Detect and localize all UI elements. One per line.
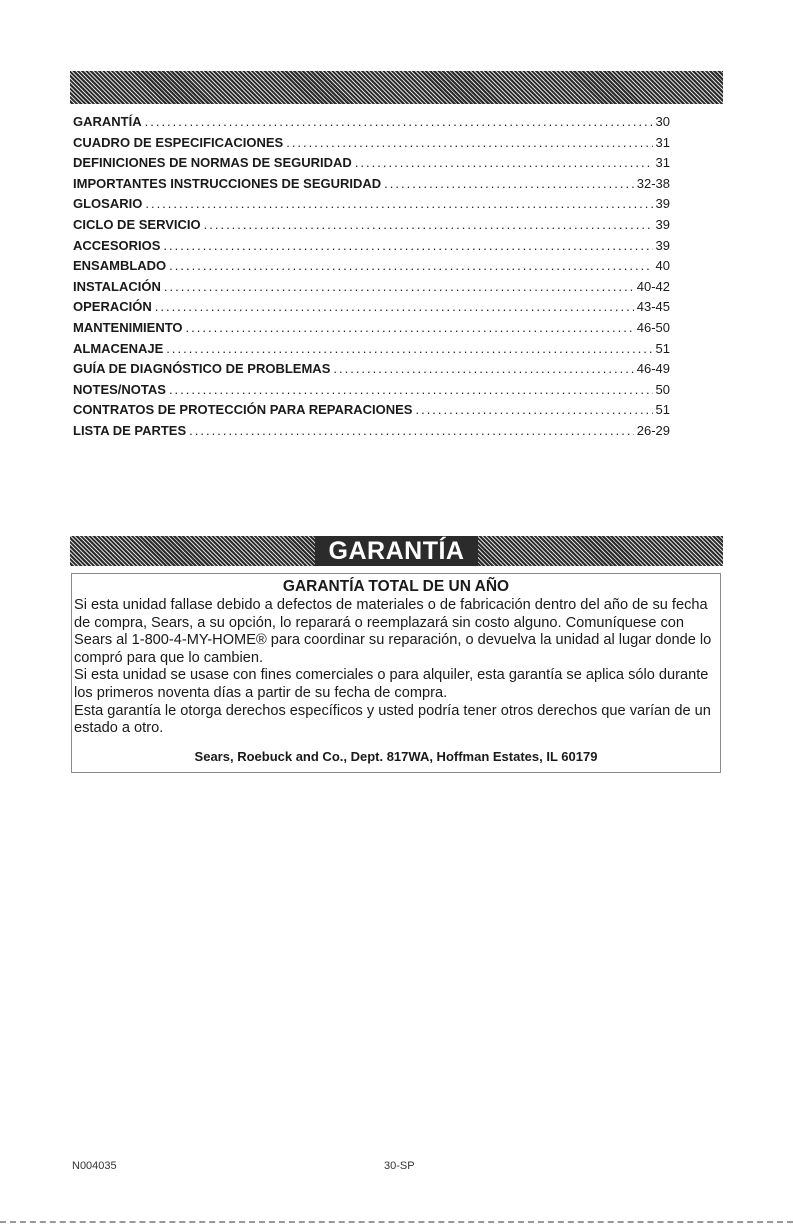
toc-entry-label: CONTRATOS DE PROTECCIÓN PARA REPARACIONES bbox=[73, 402, 413, 418]
toc-entry-page: 39 bbox=[655, 237, 670, 253]
toc-entry-label: ENSAMBLADO bbox=[73, 258, 167, 274]
toc-leader-dots bbox=[286, 133, 652, 154]
toc-entry[interactable] bbox=[73, 380, 670, 401]
toc-leader-dots bbox=[163, 236, 652, 257]
warranty-heading: GARANTÍA TOTAL DE UN AÑO bbox=[282, 578, 510, 595]
toc-entry-page: 39 bbox=[655, 216, 670, 232]
toc-entry-label: GLOSARIO bbox=[73, 196, 143, 212]
toc-leader-dots bbox=[384, 174, 634, 195]
toc-entry-page: 51 bbox=[655, 340, 670, 356]
toc-entry-label: GUÍA DE DIAGNÓSTICO DE PROBLEMAS bbox=[73, 361, 331, 377]
toc-leader-dots bbox=[204, 215, 653, 236]
toc-leader-dots bbox=[166, 339, 652, 360]
warranty-paragraph: Esta garantía le otorga derechos específicos y usted podría tener otros derechos que varían de un estado a otro. bbox=[74, 702, 711, 737]
toc-leader-dots bbox=[164, 277, 634, 298]
toc-entry[interactable] bbox=[73, 318, 670, 339]
toc-entry-label: ACCESORIOS bbox=[73, 237, 161, 253]
toc-entry[interactable] bbox=[73, 133, 670, 154]
toc-entry-page: 51 bbox=[655, 402, 670, 418]
toc-entry-page: 50 bbox=[655, 381, 670, 397]
toc-leader-dots bbox=[415, 400, 652, 421]
toc-leader-dots bbox=[355, 153, 653, 174]
toc-entry[interactable] bbox=[73, 277, 670, 298]
toc-leader-dots bbox=[189, 421, 634, 442]
warranty-paragraph: Si esta unidad fallase debido a defectos de materiales o de fabricación dentro del año de su fecha de compra, Sears, a su opción, lo reparará o reemplazará sin costo alguno. Comuníquese con Sears al 1-800-4-MY-HOME® para coordinar su reparación, o devuelva la unidad al lugar donde lo compró para que lo cambien. bbox=[74, 597, 712, 666]
toc-entry[interactable] bbox=[73, 256, 670, 277]
toc-entry-page: 46-49 bbox=[636, 361, 670, 377]
toc-leader-dots bbox=[333, 359, 633, 380]
toc-leader-dots bbox=[155, 297, 634, 318]
toc-entry-page: 40-42 bbox=[636, 278, 670, 294]
toc-entry-label: MANTENIMIENTO bbox=[73, 319, 183, 335]
toc-entry[interactable] bbox=[73, 297, 670, 318]
toc-entry-page: 43-45 bbox=[636, 299, 670, 315]
table-of-contents bbox=[73, 112, 670, 442]
toc-entry[interactable] bbox=[73, 236, 670, 257]
toc-entry[interactable] bbox=[73, 421, 670, 442]
toc-leader-dots bbox=[169, 256, 652, 277]
toc-entry[interactable] bbox=[73, 215, 670, 236]
toc-leader-dots bbox=[145, 112, 653, 133]
toc-entry[interactable] bbox=[73, 174, 670, 195]
toc-entry-page: 40 bbox=[655, 258, 670, 274]
toc-entry[interactable] bbox=[73, 359, 670, 380]
toc-leader-dots bbox=[186, 318, 634, 339]
toc-entry-page: 39 bbox=[655, 196, 670, 212]
toc-entry-label: NOTES/NOTAS bbox=[73, 381, 166, 397]
toc-entry[interactable] bbox=[73, 112, 670, 133]
toc-leader-dots bbox=[169, 380, 653, 401]
footer-document-code: N004035 bbox=[72, 1160, 117, 1172]
toc-entry-page: 31 bbox=[655, 134, 670, 150]
toc-entry[interactable] bbox=[73, 339, 670, 360]
toc-entry[interactable] bbox=[73, 194, 670, 215]
footer-page-number: 30-SP bbox=[384, 1160, 415, 1172]
toc-entry-label: CUADRO DE ESPECIFICACIONES bbox=[73, 134, 284, 150]
toc-entry-label: IMPORTANTES INSTRUCCIONES DE SEGURIDAD bbox=[73, 175, 382, 191]
header-hatch-bar bbox=[70, 71, 723, 104]
toc-leader-dots bbox=[145, 194, 652, 215]
toc-entry-label: LISTA DE PARTES bbox=[73, 422, 187, 438]
toc-entry-label: OPERACIÓN bbox=[73, 299, 152, 315]
toc-entry-page: 30 bbox=[655, 114, 670, 129]
warranty-banner bbox=[70, 536, 723, 566]
toc-entry-page: 32-38 bbox=[636, 175, 670, 191]
warranty-paragraph: Si esta unidad se usase con fines comerciales o para alquiler, esta garantía se aplica sólo durante los primeros noventa días a partir de su fecha de compra. bbox=[74, 667, 709, 701]
toc-entry-label: GARANTÍA bbox=[73, 114, 142, 129]
toc-entry[interactable] bbox=[73, 153, 670, 174]
toc-entry-label: ALMACENAJE bbox=[73, 340, 164, 356]
toc-entry-label: CICLO DE SERVICIO bbox=[73, 216, 201, 232]
warranty-banner-title: GARANTÍA bbox=[315, 536, 479, 566]
warranty-address: Sears, Roebuck and Co., Dept. 817WA, Hoffman Estates, IL 60179 bbox=[194, 749, 598, 764]
toc-entry-label: INSTALACIÓN bbox=[73, 278, 161, 294]
toc-entry-page: 26-29 bbox=[636, 422, 670, 438]
bottom-edge-dashes bbox=[0, 1221, 793, 1223]
toc-entry-page: 46-50 bbox=[636, 319, 670, 335]
warranty-body bbox=[74, 597, 719, 738]
toc-entry-label: DEFINICIONES DE NORMAS DE SEGURIDAD bbox=[73, 155, 352, 171]
toc-entry[interactable] bbox=[73, 400, 670, 421]
warranty-box bbox=[71, 573, 721, 773]
toc-entry-page: 31 bbox=[655, 155, 670, 171]
